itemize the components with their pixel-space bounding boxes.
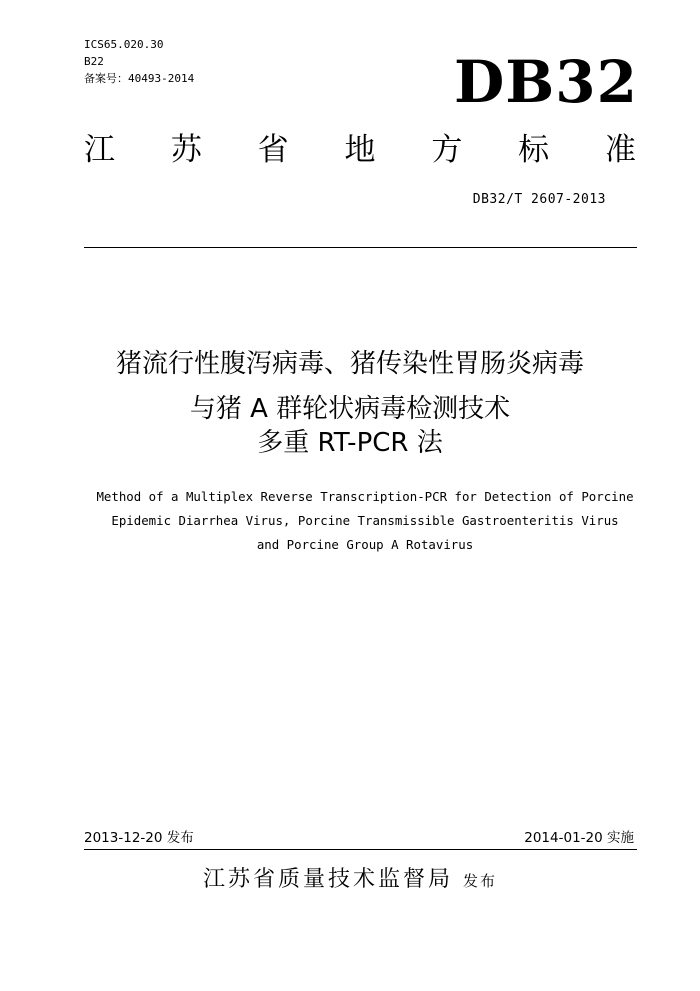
issue-date: 2013-12-20 发布 [84,830,194,846]
title-cn-line-3: 多重 RT-PCR 法 [257,428,443,458]
title-en-line-2: Epidemic Diarrhea Virus, Porcine Transmissible Gastroenteritis Virus [111,513,619,528]
title-cn-line-1: 猪流行性腹泻病毒、猪传染性胃肠炎病毒 [115,349,584,379]
title-char: 省 [257,132,289,168]
classification-code: B22 [84,55,104,68]
title-char: 地 [344,132,376,168]
issuer [0,862,700,893]
title-char: 准 [604,132,636,168]
implementation-date: 2014-01-20 实施 [524,830,634,846]
record-number: 备案号：40493-2014 [84,72,195,85]
divider-top [84,247,637,248]
issuer-name: 江苏省质量技术监督局 [202,867,453,892]
divider-bottom [84,849,637,850]
title-char: 标 [518,132,550,168]
title-cn-line-2: 与猪 A 群轮状病毒检测技术 [189,394,511,424]
title-char: 江 [84,132,115,168]
title-en-line-3: and Porcine Group A Rotavirus [256,537,474,552]
title-char: 苏 [170,132,202,168]
issuer-suffix: 发布 [463,872,498,890]
ics-code: ICS65.020.30 [84,38,164,51]
standard-number: DB32/T 2607-2013 [472,192,606,207]
standard-code-logo: DB32 [453,48,638,116]
title-char: 方 [431,132,463,168]
title-en-line-1: Method of a Multiplex Reverse Transcription-PCR for Detection of Porcine [96,489,634,504]
standard-category-title [84,130,636,170]
